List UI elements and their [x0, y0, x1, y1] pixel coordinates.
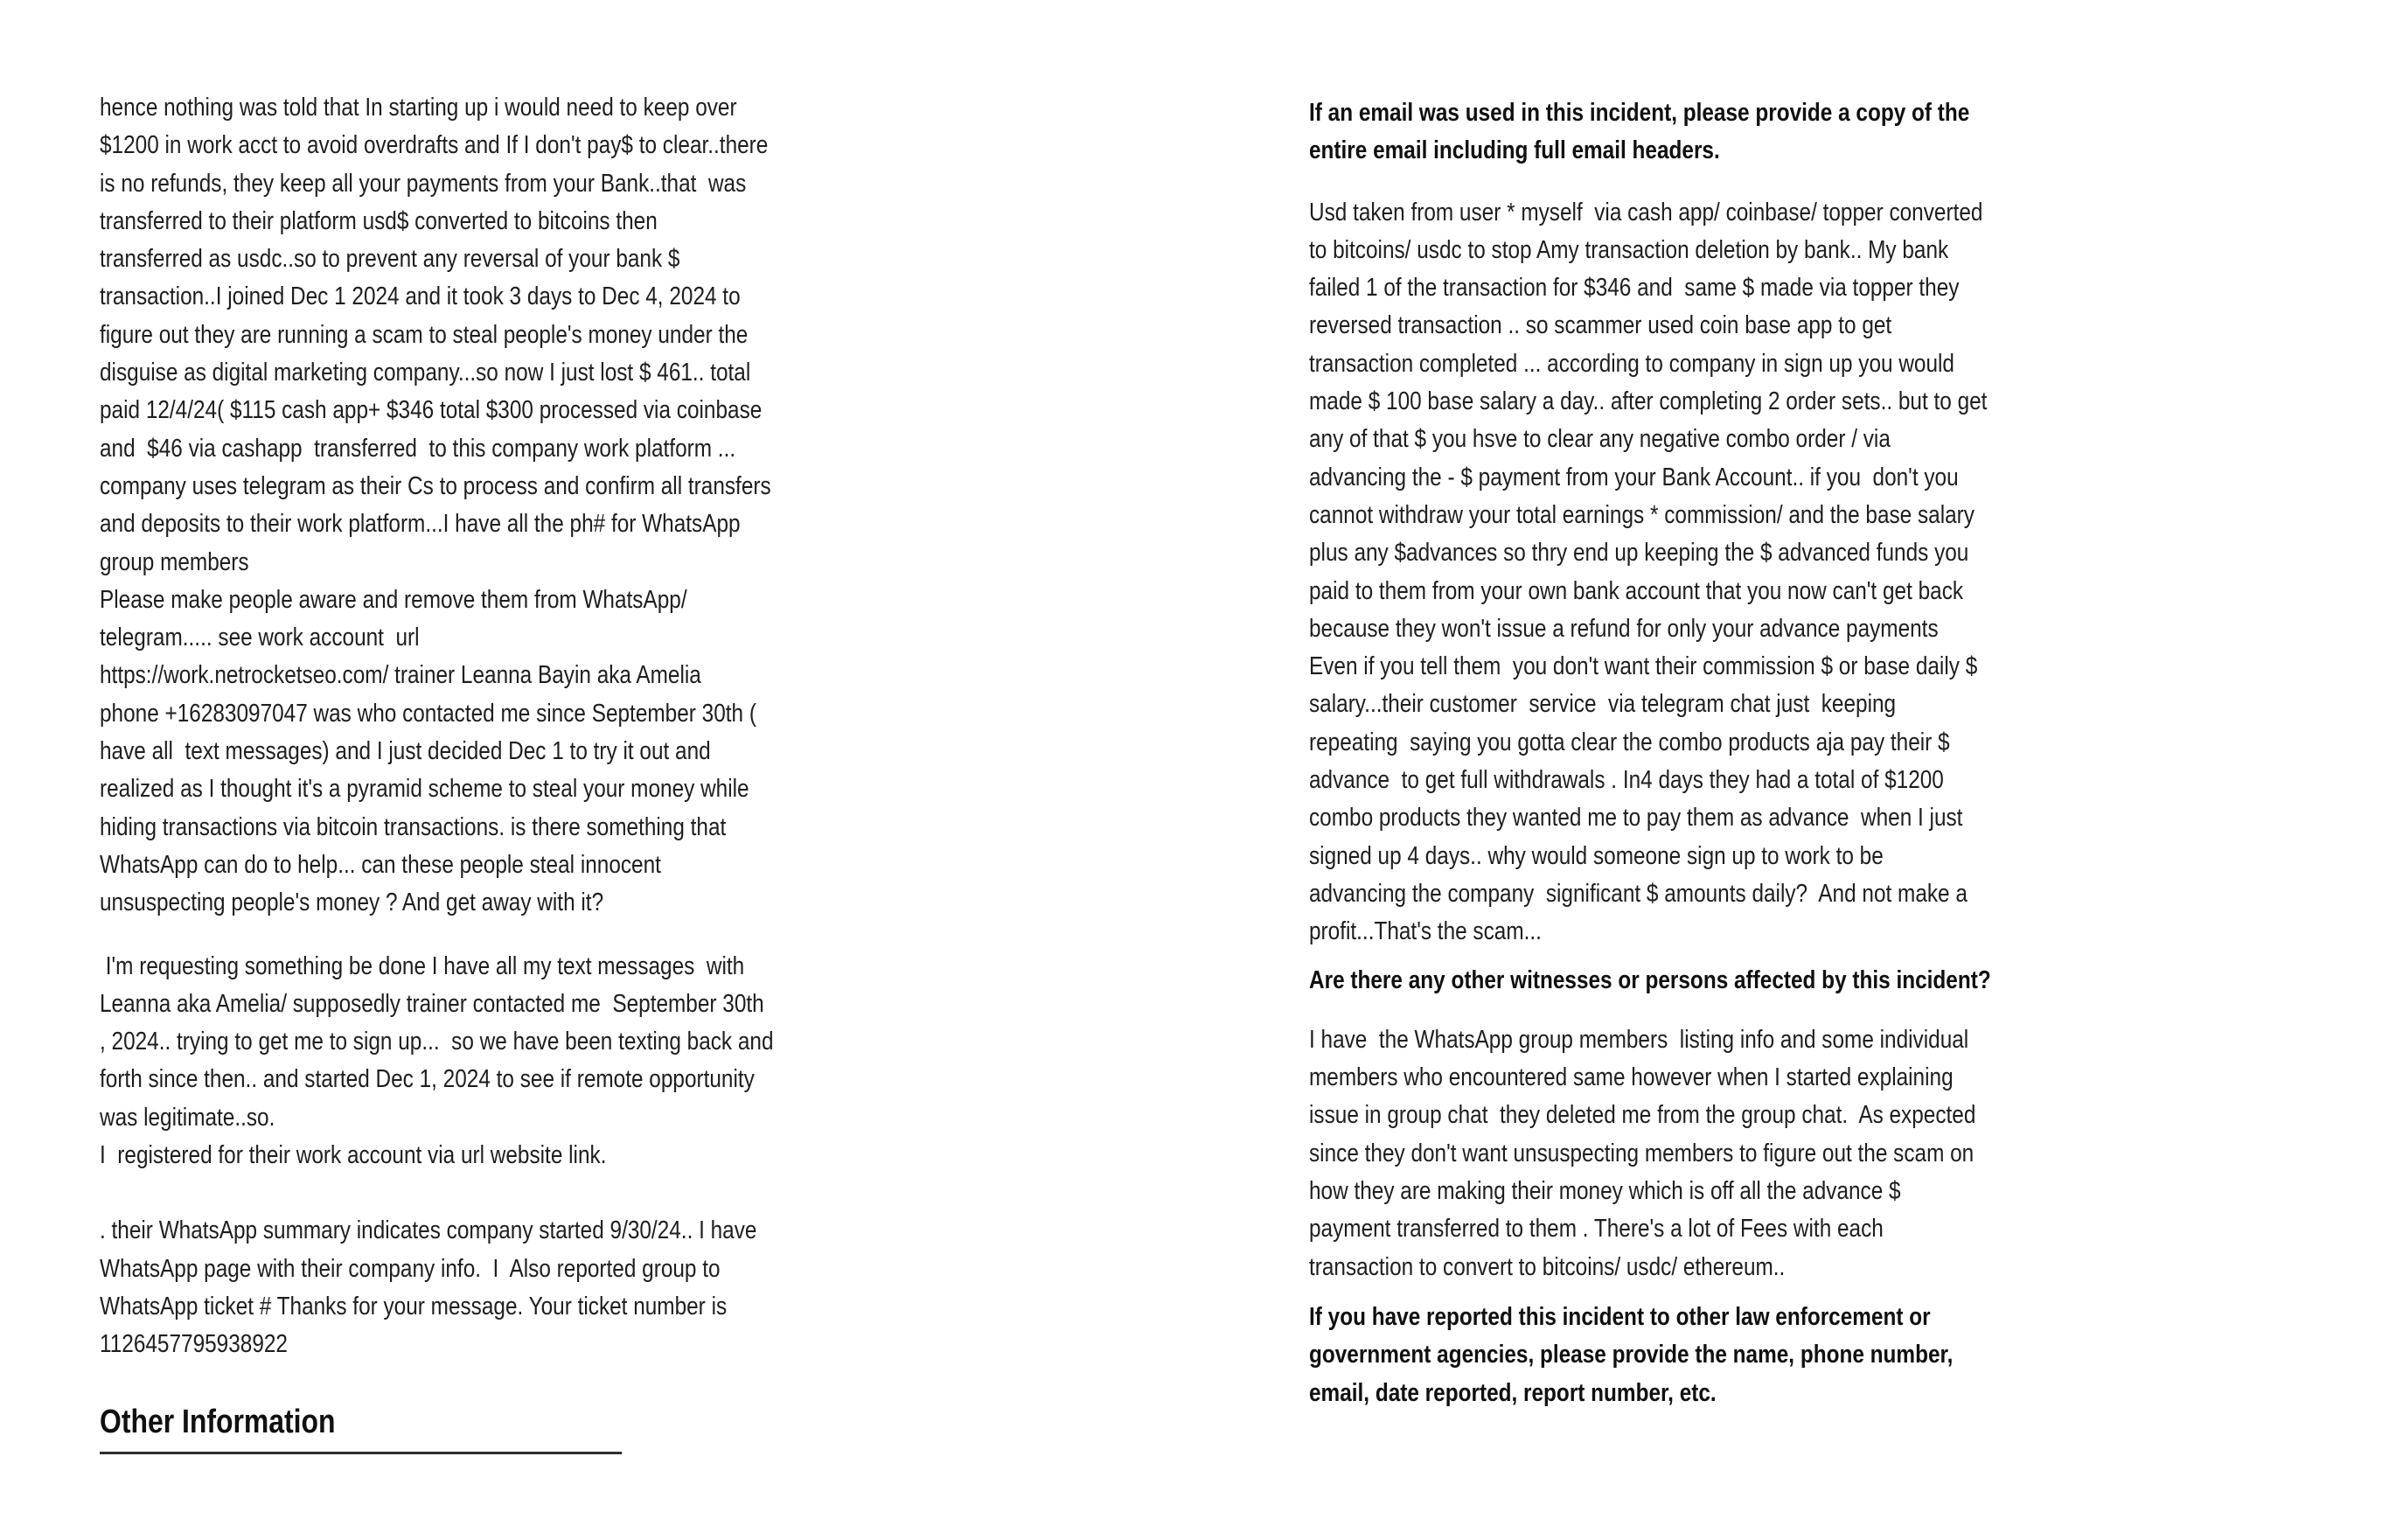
text-line: email, date reported, report number, etc. [1309, 1378, 1717, 1407]
text-line: If you have reported this incident to other law enforcement or [1309, 1302, 1931, 1331]
text-line: made $ 100 base salary a day.. after completing 2 order sets.. but to get [1309, 387, 1988, 416]
text-line: cannot withdraw your total earnings * commission/ and the base salary [1309, 500, 1975, 529]
text-line: combo products they wanted me to pay them as advance when I just [1309, 804, 1963, 833]
text-line: phone +16283097047 was who contacted me since September 30th ( [100, 699, 756, 728]
text-line: 1126457795938922 [100, 1330, 288, 1359]
text-line: transaction..I joined Dec 1 2024 and it took 3 days to Dec 4, 2024 to [100, 282, 741, 311]
text-line: hence nothing was told that In starting up i would need to keep over [100, 94, 737, 122]
text-line: plus any $advances so thry end up keeping the $ advanced funds you [1309, 539, 1969, 568]
text-line: WhatsApp ticket # Thanks for your message. Your ticket number is [100, 1292, 728, 1320]
narrative-paragraph-3 [100, 1212, 867, 1363]
text-line: transaction to convert to bitcoins/ usdc/ ethereum.. [1309, 1252, 1786, 1281]
right-text-column [1309, 94, 2077, 1412]
left-text-column [100, 89, 867, 1454]
text-line: payment transferred to them . There's a lot of Fees with each [1309, 1215, 1884, 1244]
text-line: I have the WhatsApp group members listing info and some individual [1309, 1025, 1969, 1054]
text-line: transaction completed ... according to company in sign up you would [1309, 349, 1954, 378]
text-line: issue in group chat they deleted me from the group chat. As expected [1309, 1101, 1976, 1130]
question-reported-to-agencies [1309, 1299, 2077, 1412]
text-line: failed 1 of the transaction for $346 and same $ made via topper they [1309, 274, 1960, 303]
text-line: telegram..... see work account url [100, 624, 420, 652]
text-line: because they won't issue a refund for only your advance payments [1309, 614, 1939, 643]
text-line: is no refunds, they keep all your payments from your Bank..that was [100, 169, 747, 198]
answer-email-copy [1309, 194, 2077, 951]
text-line: Please make people aware and remove them from WhatsApp/ [100, 585, 687, 614]
text-line: , 2024.. trying to get me to sign up... so we have been texting back and [100, 1028, 774, 1056]
text-line: Leanna aka Amelia/ supposedly trainer contacted me September 30th [100, 989, 764, 1018]
text-line: any of that $ you hsve to clear any negative combo order / via [1309, 425, 1891, 454]
text-line: how they are making their money which is off all the advance $ [1309, 1177, 1901, 1206]
text-line: https://work.netrocketseo.com/ trainer Leanna Bayin aka Amelia [100, 661, 701, 690]
text-line: entire email including full email headers. [1309, 136, 1720, 165]
text-line: figure out they are running a scam to steal people's money under the [100, 320, 749, 349]
text-line: hiding transactions via bitcoin transactions. is there something that [100, 812, 727, 841]
text-line: was legitimate..so. [100, 1103, 275, 1132]
text-line: repeating saying you gotta clear the combo products aja pay their $ [1309, 728, 1950, 756]
text-line: paid 12/4/24( $115 cash app+ $346 total $300 processed via coinbase [100, 396, 763, 425]
text-line: and deposits to their work platform...I have all the ph# for WhatsApp [100, 510, 741, 539]
text-line: unsuspecting people's money ? And get away with it? [100, 888, 604, 917]
text-line: Even if you tell them you don't want their commission $ or base daily $ [1309, 652, 1978, 681]
text-line: company uses telegram as their Cs to process and confirm all transfers [100, 471, 771, 500]
text-line: disguise as digital marketing company...so now I just lost $ 461.. total [100, 359, 751, 387]
question-email-copy [1309, 94, 2077, 171]
text-line: have all text messages) and I just decided Dec 1 to try it out and [100, 737, 711, 766]
text-line: since they don't want unsuspecting members to figure out the scam on [1309, 1139, 1975, 1167]
text-line: WhatsApp can do to help... can these people steal innocent [100, 850, 661, 879]
text-line: advance to get full withdrawals . In4 days they had a total of $1200 [1309, 766, 1944, 795]
text-line: group members [100, 547, 249, 576]
answer-other-witnesses [1309, 1021, 2077, 1286]
text-line: transferred to their platform usd$ converted to bitcoins then [100, 206, 658, 235]
narrative-paragraph-1 [100, 89, 867, 923]
text-line: advancing the - $ payment from your Bank Account.. if you don't you [1309, 463, 1959, 491]
text-line: signed up 4 days.. why would someone sign up to work to be [1309, 841, 1884, 870]
text-line: I'm requesting something be done I have all my text messages with [100, 951, 745, 980]
text-line: and $46 via cashapp transferred to this company work platform ... [100, 434, 736, 463]
text-line: . their WhatsApp summary indicates company started 9/30/24.. I have [100, 1216, 757, 1245]
text-line: realized as I thought it's a pyramid scheme to steal your money while [100, 775, 749, 804]
text-line: If an email was used in this incident, please provide a copy of the [1309, 99, 1970, 127]
narrative-paragraph-2 [100, 948, 867, 1175]
text-line: profit...That's the scam... [1309, 917, 1542, 946]
text-line: forth since then.. and started Dec 1, 2024 to see if remote opportunity [100, 1065, 755, 1094]
text-line: advancing the company significant $ amounts daily? And not make a [1309, 879, 1968, 908]
text-line: transferred as usdc..so to prevent any reversal of your bank $ [100, 245, 680, 274]
text-line: Usd taken from user * myself via cash app/ coinbase/ topper converted [1309, 198, 1983, 226]
text-line: to bitcoins/ usdc to stop Amy transaction deletion by bank.. My bank [1309, 235, 1949, 264]
text-line: members who encountered same however when I started explaining [1309, 1063, 1954, 1092]
text-line: Are there any other witnesses or persons affected by this incident? [1309, 965, 1991, 994]
text-line: reversed transaction .. so scammer used coin base app to get [1309, 311, 1892, 340]
text-line: salary...their customer service via telegram chat just keeping [1309, 690, 1897, 719]
text-line: I registered for their work account via url website link. [100, 1141, 607, 1170]
section-heading-underline [100, 1452, 622, 1454]
text-line: government agencies, please provide the name, phone number, [1309, 1341, 1954, 1369]
text-line: WhatsApp page with their company info. I Also reported group to [100, 1254, 721, 1283]
text-line: $1200 in work acct to avoid overdrafts and If I don't pay$ to clear..there [100, 131, 769, 160]
other-information-heading: Other Information [100, 1403, 336, 1440]
text-line: paid to them from your own bank account that you now can't get back [1309, 576, 1964, 605]
question-other-witnesses [1309, 962, 2077, 1000]
